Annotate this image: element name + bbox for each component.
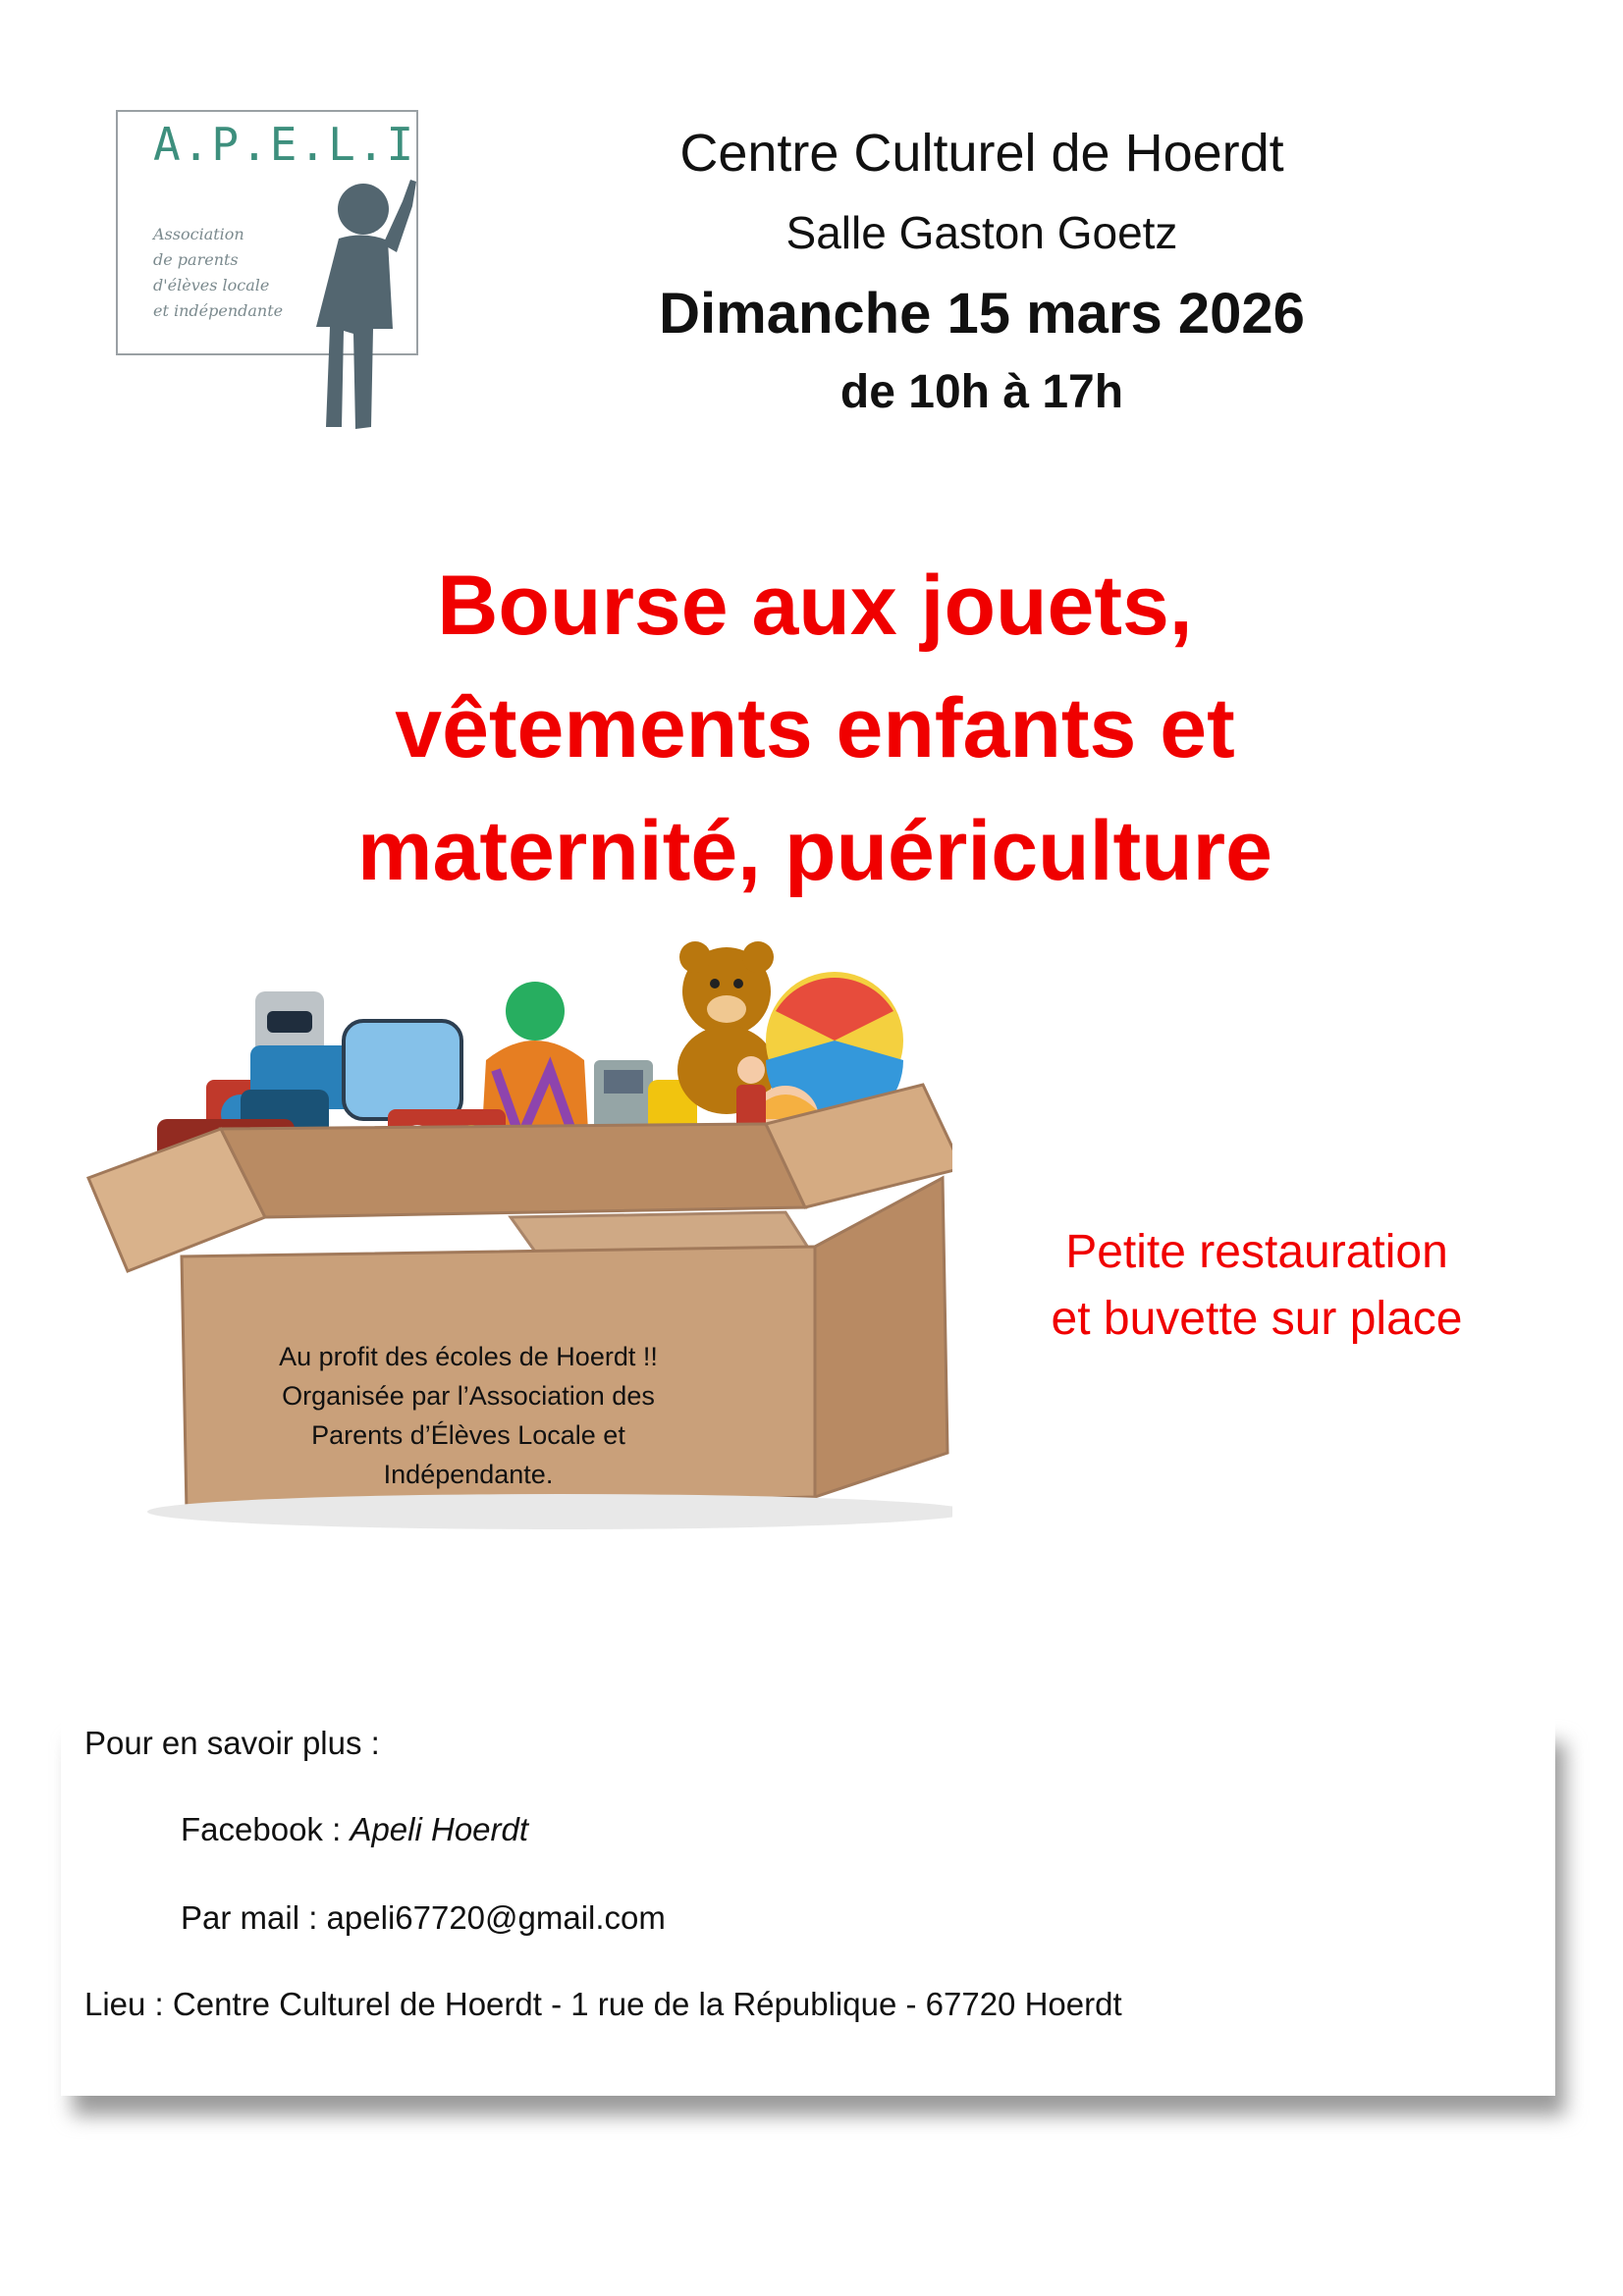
venue-title: Centre Culturel de Hoerdt [679, 124, 1284, 183]
logo-subtitle-line: de parents [153, 250, 239, 269]
box-note-line: Parents d’Élèves Locale et [311, 1420, 625, 1450]
event-date: Dimanche 15 mars 2026 [659, 282, 1305, 346]
box-note [228, 1337, 709, 1494]
logo-subtitle-line: d'élèves locale [153, 276, 270, 294]
catering-note [992, 1219, 1522, 1353]
logo-title: A.P.E.L.I [153, 118, 416, 171]
logo-subtitle-line: Association [153, 225, 244, 243]
event-title-line: vêtements enfants et [395, 681, 1235, 775]
box-note-line: Organisée par l’Association des [282, 1381, 655, 1411]
facebook-line [181, 1811, 528, 1848]
mail-label: Par mail : [181, 1899, 327, 1936]
child-silhouette-icon [295, 162, 432, 437]
event-title-line: maternité, puériculture [357, 804, 1272, 898]
room-name: Salle Gaston Goetz [785, 207, 1178, 258]
event-title-line: Bourse aux jouets, [437, 559, 1193, 653]
mail-line [181, 1899, 666, 1937]
mail-link[interactable]: apeli67720@gmail.com [326, 1899, 666, 1936]
facebook-label: Facebook : [181, 1811, 351, 1847]
address-line: Lieu : Centre Culturel de Hoerdt - 1 rue de la République - 67720 Hoerdt [84, 1986, 1122, 2022]
box-note-line: Indépendante. [383, 1460, 554, 1489]
info-heading: Pour en savoir plus : [84, 1725, 380, 1761]
box-note-line: Au profit des écoles de Hoerdt !! [279, 1342, 658, 1371]
logo-subtitle-line: et indépendante [153, 301, 284, 320]
catering-note-line: Petite restauration [1065, 1226, 1448, 1278]
event-title [177, 545, 1453, 913]
catering-note-line: et buvette sur place [1051, 1293, 1463, 1345]
facebook-link[interactable]: Apeli Hoerdt [350, 1811, 529, 1847]
info-box [61, 1713, 1555, 2096]
event-hours: de 10h à 17h [839, 366, 1124, 418]
